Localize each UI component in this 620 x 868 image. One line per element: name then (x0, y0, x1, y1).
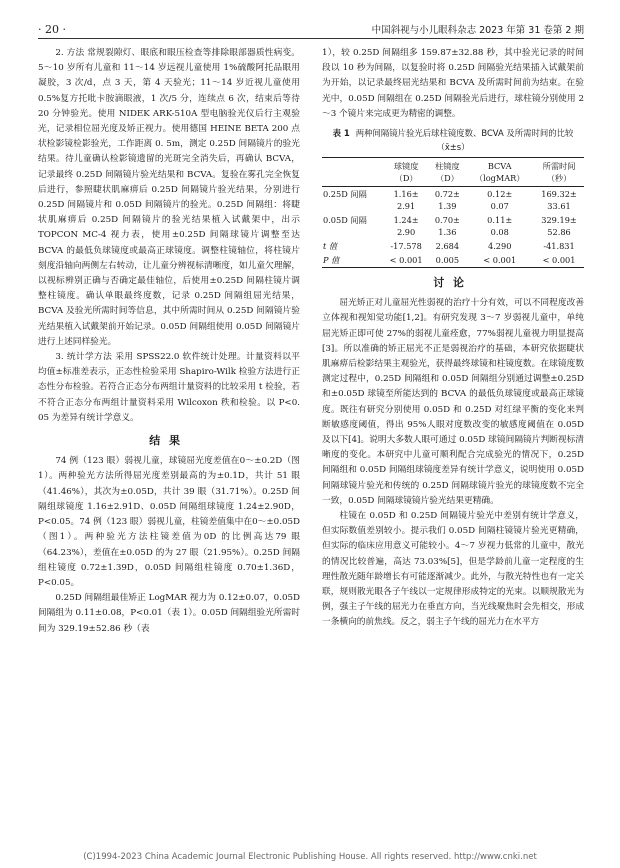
table-cell: < 0.001 (389, 255, 423, 266)
table-cell: 1.16± 2.91 (393, 189, 419, 212)
table-header-cell (322, 158, 383, 187)
table-cell: 0.005 (435, 255, 460, 266)
table-header-cell: 球镜度 （D） (383, 158, 429, 187)
page-header (38, 16, 584, 36)
table-cell: 1.24± 2.90 (393, 215, 419, 238)
table-header-cell: BCVA （logMAR） (465, 158, 534, 187)
table-header-cell: 柱镜度 （D） (429, 158, 465, 187)
page-number: · 20 · (38, 23, 66, 36)
results-paragraph: 74 例（123 眼）弱视儿童，球镜屈光度差值在0～±0.2D（图1）。两种验光方法所得屈光度差别最高的为±0.1D，共计 51 眼（41.46%），其次为±0.05D，共计 39 眼（31.71%）。0.25D 间隔组球镜度 1.16±2.91D、0.05D 间隔组球镜度 1.24±2.90D，P<0.05。74 例（123 眼）弱视儿童，柱镜差值集中在0～±0.05D（图1）。两种验光方法柱镜差值为0D 的比例高达79 眼（64.23%），差值在±0.05D 的为 27 眼（21.95%）。0.25D 间隔组柱镜度 0.72±1.39D，0.05D 间隔组柱镜度 0.70±1.36D，P<0.05。 (38, 456, 300, 588)
methods-paragraph: 2. 方法 常规裂隙灯、眼底和眼压检查等排除眼部器质性病变。5～10 岁所有儿童和 11～14 岁远视儿童使用 1%硫酸阿托品眼用凝胶，3 次/d，点 3 天，第 4 天验光；11～14 岁近视儿童使用 0.5%复方托吡卡胺滴眼液，1 次/5 分，连续点 6 次，结束后等待 20 分钟验光。使用 NIDEK ARK-510A 型电脑验光仪后行主观验光，记录相位屈光度及矫正视力。使用德国 HEINE BETA 200 点状检影镜检影验光，工作距离 0. 5m，测定 0.25D 间隔镜片的验光结果。待儿童确认检影镜遗留的光斑完全消失后，再确认 BCVA，记录最终 0.25D 间隔镜片验光结果和 BCVA。复验在雾孔完全恢复后进行，参照睫状肌麻痹后 0.25D 间隔镜片验光结果，分别进行 0.25D 间隔镜片和 0.05D 间隔镜片的验光。0.25D 间隔组：将睫状肌麻痹后 0.25D 间隔镜片的验光结果植入试戴架中，出示 TOPCON MC-4 视力表，使用±0.25D 间隔球镜片调整至达 BCVA 的最低负球镜度或最高正球镜度。调整柱镜轴位，将柱镜片刻度沿轴向两侧左右转动，让儿童分辨视标清晰度，如儿童欠理解，以视标辨别正确与否确定最佳轴位，后使用±0.25D 间隔柱镜片调整柱镜度。确认单眼最终度数，记录 0.25D 间隔组屈光结果，BCVA 及验光所需时间等信息，其中所需时间从 0.25D 间隔镜片验光结果植入试戴架前开始记录。0.05D 间隔组使用 0.05D 间隔镜片进行上述同样验光。 (38, 48, 300, 347)
header-rule (38, 38, 584, 39)
copyright-footer: (C)1994-2023 China Academic Journal Electronic Publishing House. All rights reserved. http://www.cnki.net (83, 852, 537, 862)
table-title: 两种间隔镜片验光后球柱镜度数、BCVA 及所需时间的比较（x̄±s） (355, 128, 574, 153)
table-number: 表 1 (332, 128, 350, 139)
row-label: 0.05D 间隔 (323, 215, 367, 226)
table-cell: < 0.001 (483, 255, 517, 266)
row-label: P 值 (323, 255, 340, 266)
discussion-heading: 讨论 (433, 276, 473, 290)
results-paragraph: 0.25D 间隔组最佳矫正 LogMAR 视力为 0.12±0.07，0.05D 间隔组为 0.11±0.08，P<0.01（表 1）。0.05D 间隔组验光所需时间为 329.19±52.86 秒（表 (38, 593, 300, 634)
table-cell: 4.290 (488, 241, 512, 252)
continued-paragraph: 1），较 0.25D 间隔组多 159.87±32.88 秒，其中验光记录的时间段以 10 秒为间隔，以复验时将 0.25D 间隔验光结果插入试戴架前为开始，以记录最终屈光结果和 BCVA 及所需时间前为结束。在验光中，0.05D 间隔组在 0.25D 间隔验光后进行，球柱镜分别使用 2～3 个镜片来完成更为精密的调整。 (322, 48, 584, 119)
statistics-paragraph: 3. 统计学方法 采用 SPSS22.0 软件统计处理。计量资料以平均值±标准差表示，正态性检验采用 Shapiro-Wilk 检验方法进行正态性分布检验。若符合正态分布两组计量资料的比较采用 t 检验，若不符合正态分布两组计量资料采用 Wilcoxon 秩和检验。以 P<0. 05 为差异有统计学意义。 (38, 352, 300, 423)
row-label: t 值 (323, 241, 338, 252)
row-label: 0.25D 间隔 (323, 189, 367, 200)
table-caption (322, 126, 584, 154)
table-cell: 0.12± 0.07 (487, 189, 513, 212)
table-cell: < 0.001 (542, 255, 576, 266)
table-row (322, 253, 584, 268)
journal-title: 中国斜视与小儿眼科杂志 2023 年第 31 卷第 2 期 (371, 25, 584, 36)
comparison-table (322, 157, 584, 268)
table-row (322, 213, 584, 239)
discussion-paragraph: 屈光矫正对儿童屈光性弱视的治疗十分有效，可以不同程度改善立体视和视知觉功能[1,2]。有研究发现 3～7 岁弱视儿童中，单纯屈光矫正即可使 27%的弱视儿童痊愈，77%弱视儿童视力明显提高[3]。所以准确的矫正屈光不正是弱视治疗的基础，本研究依据睫状肌麻痹后检影结果主观验光，获得最终球镜和柱镜度数。在球镜度数测定过程中，0.25D 间隔组和 0.05D 间隔组分别通过调整±0.25D 和±0.05D 球镜至所能达到的 BCVA 的最低负球镜度或最高正球镜度。既往有研究分别使用 0.05D 和 0.25D 对红绿平衡的变化来判断敏感度阈值，得出 95%人眼对度数改变的敏感度阈值在 0.05D 及以下[4]。说明大多数人眼可通过 0.05D 球镜间隔镜片判断视标清晰度的变化。本研究中儿童可顺利配合完成验光的情况下，0.25D 间隔组和 0.05D 间隔组球镜度差异有统计学意义，说明使用 0.05D 间隔球镜片验光和传统的 0.25D 间隔球镜片验光的球镜度数不完全一致，0.05D 间隔球镜镜片验光结果更精确。 (322, 298, 584, 506)
table-cell: 169.32± 33.61 (541, 189, 577, 212)
table-cell: -41.831 (543, 241, 575, 252)
table-cell: 0.72± 1.39 (434, 189, 460, 212)
table-cell: -17.578 (390, 241, 422, 252)
left-column (38, 46, 300, 637)
right-column (322, 46, 584, 631)
table-header-row (322, 158, 584, 187)
discussion-paragraph: 柱镜在 0.05D 和 0.25D 间隔镜片验光中差别有统计学意义，但实际数值差别较小。提示我们 0.05D 间隔柱镜镜片验光更精确，但实际的临床应用意义可能较小。4～7 岁视力低常的儿童中，散光的情况比较普遍，高达 73.03%[5]，但是学龄前儿童一定程度的生理性散光随年龄增长有可能逐渐减少。此外，与散光特性也有一定关联，规则散光眼各子午线以一定规律形成特定的光束。以顺规散光为例，强主子午线的屈光力在垂直方向，当光线聚焦时会先相交，形成一条横向的前焦线。反之，弱主子午线的屈光力在水平方 (322, 511, 584, 628)
table-cell: 2.684 (435, 241, 460, 252)
table-row (322, 187, 584, 214)
table-cell: 0.70± 1.36 (434, 215, 460, 238)
table-header-cell: 所需时间 （秒） (534, 158, 584, 187)
results-heading: 结果 (149, 434, 189, 448)
table-cell: 329.19± 52.86 (541, 215, 577, 238)
table-row (322, 239, 584, 253)
table-cell: 0.11± 0.08 (487, 215, 513, 238)
